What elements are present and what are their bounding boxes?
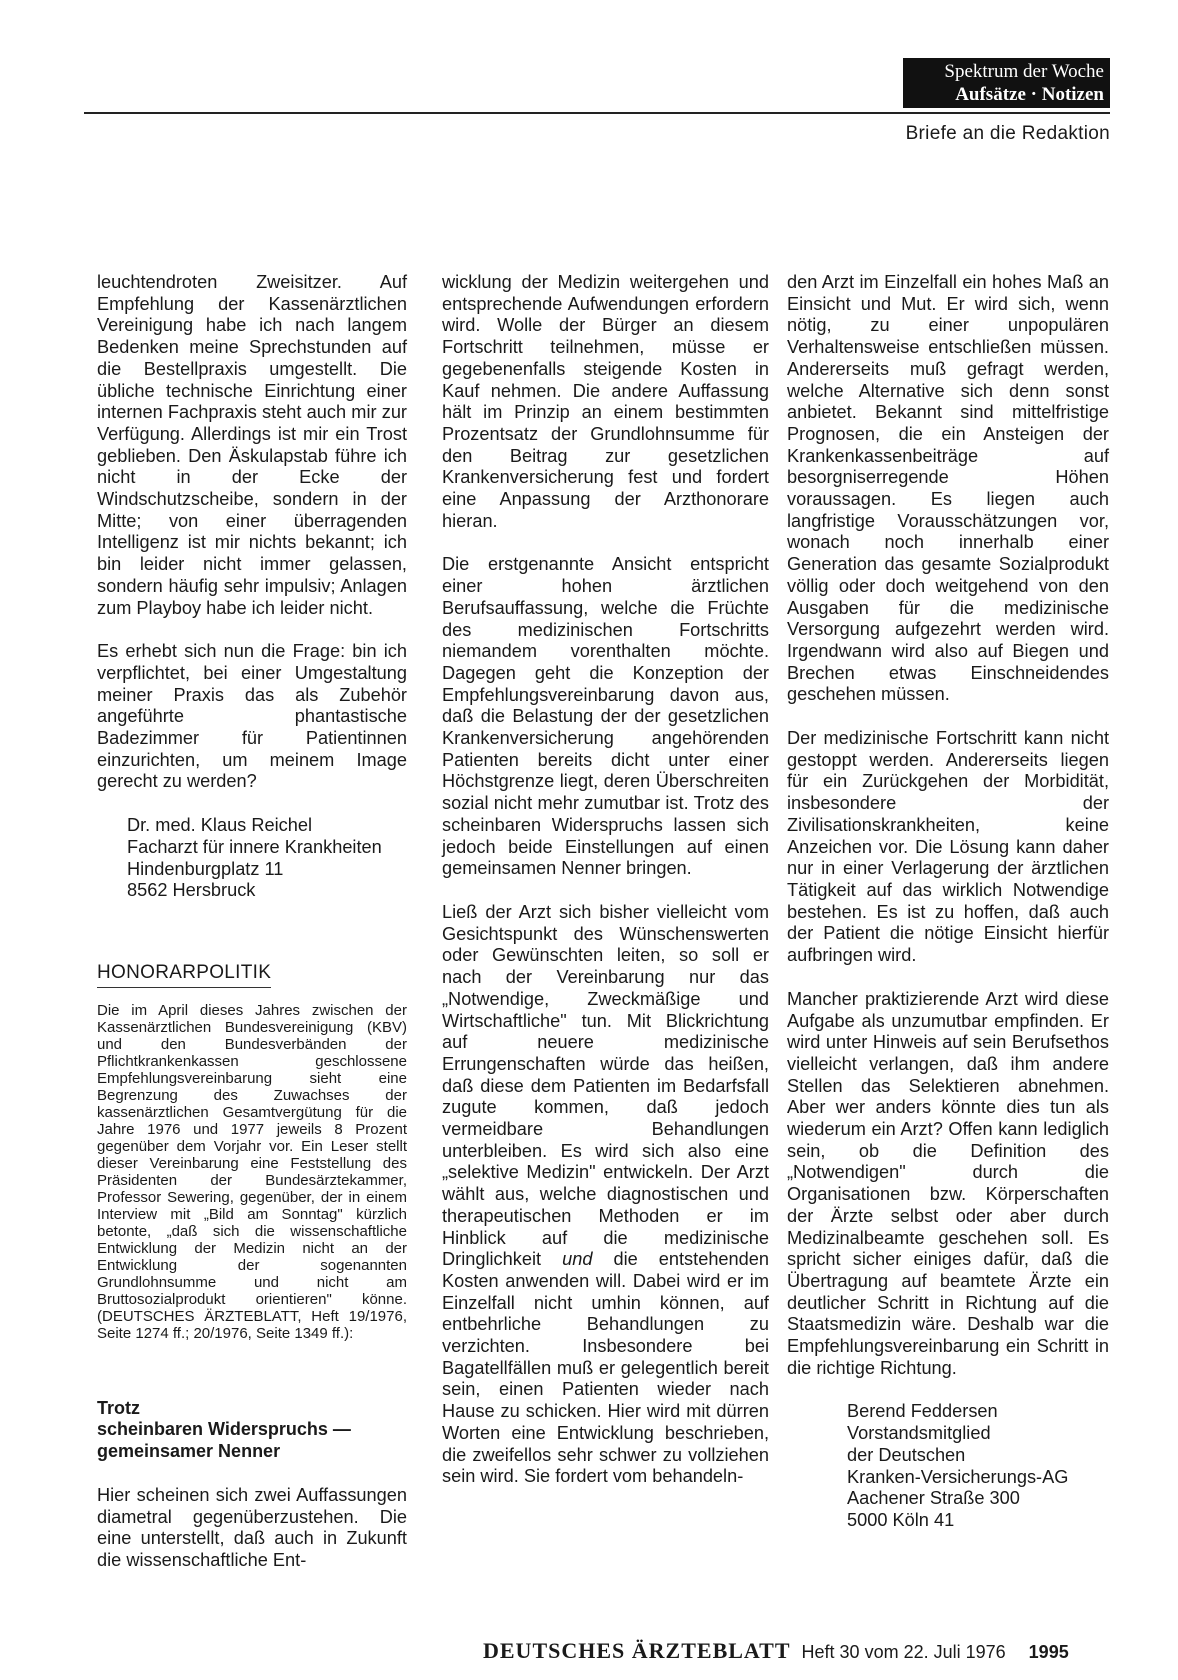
letter-2-paragraph-6: Der medizinische Fortschritt kann nicht gestoppt werden. Andererseits liegen für ein Zurückgehen der Morbidität, insbesondere der Zivilisationskrankheiten, keine Anzeichen vor. Die Lösung kann daher nur in einer Verlagerung der ärztlichen Tätigkeit auf das wirklich Notwendige bestehen. Es ist zu hoffen, daß auch der Patient die nötige Einsicht hierfür aufbringen wird. xyxy=(787,728,1109,966)
letter-2-paragraph-7: Mancher praktizierende Arzt wird diese Aufgabe als unzumutbar empfinden. Er wird unter Hinweis auf sein Berufsethos vielleicht verlangen, daß ihm andere Stellen das Selektieren abnehmen. Aber wer anders könnte dies tun als wiederum ein Arzt? Offen kann lediglich sein, ob die Definition des „Notwendigen" durch die Organisationen bzw. Körperschaften der Ärzte selbst oder aber durch Medizinalbeamte geschehen soll. Es spricht sicher einiges dafür, daß die Übertragung auf beamtete Ärzte ein deutlicher Schritt in Richtung auf die Staatsmedizin wäre. Deshalb war die Empfehlungsvereinbarung ein Schritt in die richtige Richtung. xyxy=(787,988,1109,1378)
letter-2-paragraph-4 xyxy=(442,902,769,1488)
page-footer xyxy=(483,1638,1110,1664)
letter-1-signature: Dr. med. Klaus Reichel Facharzt für innere Krankheiten Hindenburgplatz 11 8562 Hersbruck xyxy=(127,815,382,901)
column-3 xyxy=(787,272,1109,1554)
letter-1-paragraph-1: leuchtendroten Zweisitzer. Auf Empfehlung der Kassenärztlichen Vereinigung habe ich nach langem Bedenken meine Sprechstunden auf die Bestellpraxis umgestellt. Die übliche technische Einrichtung einer internen Fachpraxis steht auch mir zur Verfügung. Allerdings ist mir ein Trost geblieben. Den Äskulapstab führe ich nicht in der Ecke der Windschutzscheibe, sondern in der Mitte; von einer überragenden Intelligenz ist mir nichts bekannt; ich bin leider nicht immer gelassen, sondern häufig sehr impulsiv; Anlagen zum Playboy habe ich leider nicht. xyxy=(97,272,407,618)
badge-line-2: Aufsätze · Notizen xyxy=(955,84,1104,105)
badge-line-1: Spektrum der Woche xyxy=(944,61,1104,82)
emphasis-und: und xyxy=(562,1249,593,1270)
letter-2-paragraph-5: den Arzt im Einzelfall ein hohes Maß an Einsicht und Mut. Er wird sich, wenn nötig, zu einer unpopulären Verhaltensweise entschließen müssen. Andererseits muß gefragt werden, welche Alternative sich denn sonst anbietet. Bekannt sind mittelfristige Prognosen, die ein Ansteigen der Krankenkassenbeiträge auf besorgniserregende Höhen voraussagen. Es liegen auch langfristige Vorausschätzungen vor, wonach noch innerhalb einer Generation das gesamte Sozialprodukt völlig oder doch weitgehend von den Ausgaben für die medizinische Versorgung aufgezehrt werden wird. Irgendwann wird also auf Biegen und Brechen etwas Einschneidendes geschehen müssen. xyxy=(787,272,1109,705)
letter-2-paragraph-2: wicklung der Medizin weitergehen und entsprechende Aufwendungen erfordern wird. Wolle der Bürger an diesem Fortschritt teilnehmen, müsse er gegebenenfalls steigende Kosten in Kauf nehmen. Die andere Auffassung hält im Prinzip an einem bestimmten Prozentsatz der Grundlohnsumme für den Beitrag zur gesetzlichen Krankenversicherung fest und fordert eine Anpassung der Arzthonorare hieran. xyxy=(442,272,769,531)
section-heading: HONORARPOLITIK xyxy=(97,962,271,988)
letter-2-headline: Trotz scheinbaren Widerspruchs — gemeinsamer Nenner xyxy=(97,1397,351,1462)
letter-2-paragraph-1: Hier scheinen sich zwei Auffassungen diametral gegenüberzustehen. Die eine unterstellt, daß auch in Zukunft die wissenschaftliche Ent- xyxy=(97,1484,407,1570)
header-rule xyxy=(84,112,1110,114)
column-1 xyxy=(97,272,407,1594)
section-title: Briefe an die Redaktion xyxy=(905,123,1110,144)
editorial-intro: Die im April dieses Jahres zwischen der Kassenärztlichen Bundesvereinigung (KBV) und den Bundesverbänden der Pflichtkrankenkassen geschlossene Empfehlungsvereinbarung sieht eine Begrenzung des Zuwachses der kassenärztlichen Gesamtvergütung für die Jahre 1976 und 1977 jeweils 8 Prozent gegenüber dem Vorjahr vor. Ein Leser stellt dieser Vereinbarung eine Feststellung des Präsidenten der Bundesärztekammer, Professor Sewering, gegenüber, der in einem Interview mit „Bild am Sonntag" kürzlich betonte, „daß sich die wissenschaftliche Entwicklung der Medizin nicht an der Entwicklung der sogenannten Grundlohnsumme und nicht am Bruttosozialprodukt orientieren" könne. (DEUTSCHES ÄRZTEBLATT, Heft 19/1976, Seite 1274 ff.; 20/1976, Seite 1349 ff.): xyxy=(97,1001,407,1342)
journal-name: DEUTSCHES ÄRZTEBLATT xyxy=(483,1638,791,1663)
issue-info: Heft 30 vom 22. Juli 1976 xyxy=(801,1642,1006,1662)
letter-2-signature: Berend Feddersen Vorstandsmitglied der Deutschen Kranken-Versicherungs-AG Aachener Straße 300 5000 Köln 41 xyxy=(847,1401,1069,1530)
paragraph-text-b: die entstehenden Kosten anwenden will. Dabei wird er im Einzelfall nicht umhin können, auf entbehrliche Behandlungen zu verzichten. Insbesondere bei Bagatellfällen muß er gelegentlich bereit sein, einen Patienten wieder nach Hause zu schicken. Hier wird mit dürren Worten eine Entwicklung beschrieben, die zweifellos sehr schwer zu vollziehen sein wird. Sie fordert vom behandeln- xyxy=(442,1249,770,1487)
column-2 xyxy=(442,272,769,1510)
letter-1-paragraph-2: Es erhebt sich nun die Frage: bin ich verpflichtet, bei einer Umgestaltung meiner Praxis das als Zubehör angeführte phantastische Badezimmer für Patientinnen einzurichten, um meinem Image gerecht zu werden? xyxy=(97,641,407,792)
paragraph-text-a: Ließ der Arzt sich bisher vielleicht vom Gesichtspunkt des Wünschenswerten oder Gewünschten leiten, so soll er nach der Vereinbarung nur das „Notwendige, Zweckmäßige und Wirtschaftliche" tun. Mit Blickrichtung auf neuere medizinische Errungenschaften würde das heißen, daß diese dem Patienten im Bedarfsfall zugute kommen, daß jedoch vermeidbare Behandlungen unterbleiben. Es wird sich also eine „selektive Medizin" entwickeln. Der Arzt wählt aus, welche diagnostischen und therapeutischen Methoden er im Hinblick auf die medizinische Dringlichkeit xyxy=(442,901,769,1270)
page-number: 1995 xyxy=(1028,1642,1069,1662)
letter-2-paragraph-3: Die erstgenannte Ansicht entspricht einer hohen ärztlichen Berufsauffassung, welche die Früchte des medizinischen Fortschritts niemandem vorenthalten möchte. Dagegen geht die Konzeption der Empfehlungsvereinbarung davon aus, daß die Belastung der der gesetzlichen Krankenversicherung angehörenden Patienten bereits dicht unter einer Höchstgrenze liegt, deren Überschreiten sozial nicht mehr zumutbar ist. Trotz des scheinbaren Widerspruchs lassen sich jedoch beide Einstellungen auf einen gemeinsamen Nenner bringen. xyxy=(442,554,769,879)
section-badge xyxy=(903,58,1110,108)
